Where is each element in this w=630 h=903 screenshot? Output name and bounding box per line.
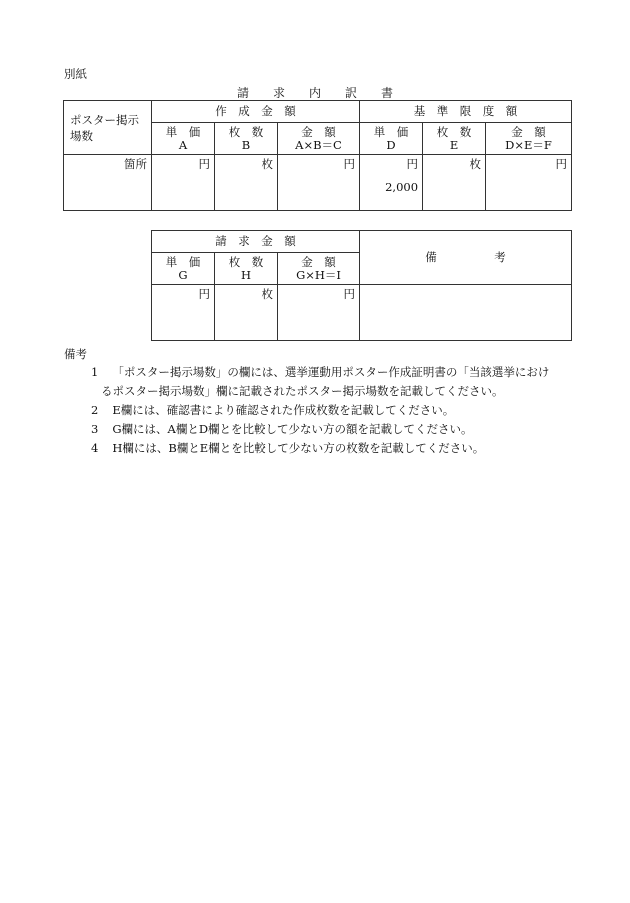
note-item-1 bbox=[91, 364, 549, 380]
cell-poster-board-count[interactable] bbox=[64, 155, 152, 211]
col-header-unit-price-g-label: 単 価 bbox=[165, 255, 201, 269]
note-item-1-continuation: るポスター掲示場数」欄に記載されたポスター掲示場数を記載してください。 bbox=[101, 384, 504, 398]
cell-unit-price-a[interactable] bbox=[152, 155, 215, 211]
col-header-amount-c-code: A×B＝C bbox=[295, 138, 342, 152]
col-header-count-e-code: E bbox=[449, 138, 459, 152]
cell-remarks[interactable] bbox=[360, 285, 572, 341]
col-header-count-b-code: B bbox=[241, 138, 251, 152]
col-header-unit-price-a bbox=[152, 123, 215, 155]
col-header-amount-f-code: D×E＝F bbox=[505, 138, 552, 152]
unit-yen-i: 円 bbox=[343, 287, 356, 301]
standard-limit-group-header: 基 準 限 度 額 bbox=[360, 101, 572, 123]
created-amount-group-header: 作 成 金 額 bbox=[152, 101, 360, 123]
cell-count-b[interactable] bbox=[215, 155, 278, 211]
note-item-2 bbox=[91, 402, 454, 418]
poster-board-count-header bbox=[64, 101, 152, 155]
col-header-amount-i bbox=[278, 253, 360, 285]
poster-board-count-label-1: ポスター掲示 bbox=[70, 112, 139, 127]
unit-sheets-b: 枚 bbox=[261, 157, 273, 171]
unit-yen-a: 円 bbox=[198, 157, 210, 171]
claim-breakdown-table bbox=[63, 100, 572, 211]
attachment-label: 別紙 bbox=[64, 67, 87, 81]
cell-amount-i[interactable] bbox=[278, 285, 360, 341]
note-text-3: G欄には、A欄とD欄とを比較して少ない方の額を記載してください。 bbox=[112, 422, 473, 436]
col-header-unit-price-d-code: D bbox=[386, 138, 396, 152]
col-header-amount-i-code: G×H＝I bbox=[296, 268, 341, 282]
col-header-amount-f-label: 金 額 bbox=[511, 125, 546, 139]
cell-unit-price-g[interactable] bbox=[152, 285, 215, 341]
note-item-3 bbox=[91, 421, 473, 437]
note-item-4 bbox=[91, 440, 484, 456]
col-header-count-e-label: 枚 数 bbox=[436, 125, 472, 139]
col-header-count-b-label: 枚 数 bbox=[228, 125, 264, 139]
unit-sheets-e: 枚 bbox=[469, 157, 482, 171]
cell-amount-c[interactable] bbox=[278, 155, 360, 211]
cell-count-e[interactable] bbox=[423, 155, 486, 211]
unit-yen-f: 円 bbox=[555, 157, 568, 171]
col-header-unit-price-d-label: 単 価 bbox=[373, 125, 409, 139]
col-header-count-h-label: 枚 数 bbox=[228, 255, 264, 269]
cell-count-h[interactable] bbox=[215, 285, 278, 341]
col-header-unit-price-g bbox=[152, 253, 215, 285]
unit-yen-c: 円 bbox=[343, 157, 356, 171]
col-header-unit-price-a-label: 単 価 bbox=[165, 125, 201, 139]
claim-amount-table bbox=[151, 230, 572, 341]
document-title: 請 求 内 訳 書 bbox=[236, 86, 393, 100]
note-number-1: 1 bbox=[91, 365, 99, 379]
unit-sheets-h: 枚 bbox=[261, 287, 273, 301]
remarks-header: 備 考 bbox=[360, 231, 572, 285]
unit-places: 箇所 bbox=[124, 157, 147, 171]
col-header-amount-c-label: 金 額 bbox=[301, 125, 336, 139]
notes-heading: 備考 bbox=[64, 347, 87, 361]
unit-yen-d: 円 bbox=[406, 157, 419, 171]
col-header-count-h-code: H bbox=[240, 268, 252, 282]
value-unit-price-d: 2,000 bbox=[385, 180, 419, 194]
col-header-unit-price-g-code: G bbox=[178, 268, 188, 282]
poster-board-count-label-2: 場数 bbox=[70, 128, 93, 143]
col-header-count-h bbox=[215, 253, 278, 285]
col-header-unit-price-d bbox=[360, 123, 423, 155]
col-header-amount-i-label: 金 額 bbox=[301, 255, 336, 269]
note-text-1: 「ポスター掲示場数」の欄には、選挙運動用ポスター作成証明書の「当該選挙におけ bbox=[112, 365, 550, 379]
col-header-amount-c bbox=[278, 123, 360, 155]
note-number-3: 3 bbox=[91, 422, 99, 436]
claim-amount-group-header: 請 求 金 額 bbox=[152, 231, 360, 253]
unit-yen-g: 円 bbox=[198, 287, 210, 301]
col-header-count-e bbox=[423, 123, 486, 155]
col-header-count-b bbox=[215, 123, 278, 155]
note-number-2: 2 bbox=[91, 403, 99, 417]
note-text-2: E欄には、確認書により確認された作成枚数を記載してください。 bbox=[112, 403, 455, 417]
col-header-unit-price-a-code: A bbox=[178, 138, 188, 152]
note-number-4: 4 bbox=[91, 441, 99, 455]
cell-amount-f[interactable] bbox=[486, 155, 572, 211]
note-text-4: H欄には、B欄とE欄とを比較して少ない方の枚数を記載してください。 bbox=[112, 441, 485, 455]
cell-unit-price-d[interactable] bbox=[360, 155, 423, 211]
col-header-amount-f bbox=[486, 123, 572, 155]
